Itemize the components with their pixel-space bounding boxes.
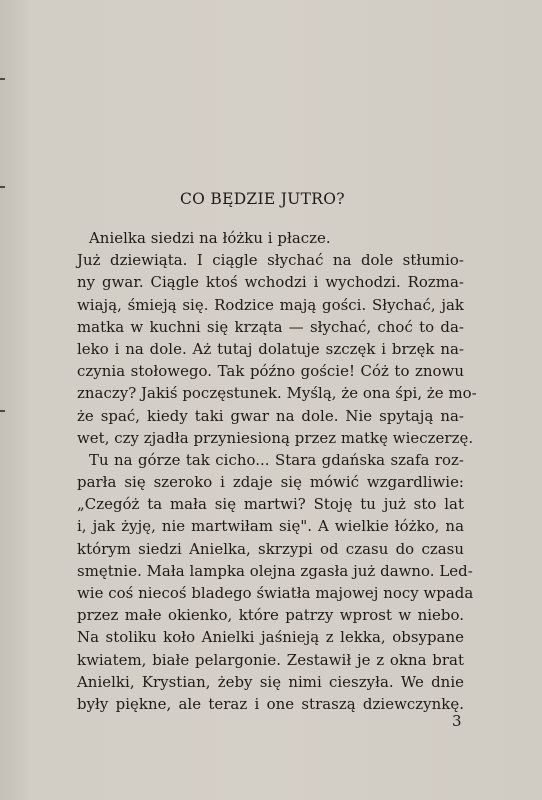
text-line: parła się szeroko i zdaje się mówić wzgardliwie:	[77, 473, 464, 492]
text-line: którym siedzi Anielka, skrzypi od czasu do czasu	[77, 539, 464, 558]
edge-mark	[0, 186, 5, 188]
text-line: i, jak żyję, nie martwiłam się". A wielkie łóżko, na	[77, 517, 464, 536]
text-line: wet, czy zjadła przyniesioną przez matkę wieczerzę.	[77, 428, 474, 447]
text-line: Anielki, Krystian, żeby się nimi cieszyła. We dnie	[77, 672, 464, 691]
text-line: znaczy? Jakiś poczęstunek. Myślą, że ona śpi, że mo-	[77, 384, 477, 403]
body-text	[77, 227, 477, 715]
text-line: Anielka siedzi na łóżku i płacze.	[89, 229, 331, 247]
text-line: przez małe okienko, które patrzy wprost w niebo.	[77, 606, 464, 625]
text-line: „Czegóż ta mała się martwi? Stoję tu już sto lat	[77, 495, 464, 514]
text-line: leko i na dole. Aż tutaj dolatuje szczęk i brzęk na-	[77, 339, 464, 358]
text-line: matka w kuchni się krząta — słychać, choć to da-	[77, 317, 464, 336]
text-line: czynia stołowego. Tak późno goście! Cóż to znowu	[77, 362, 464, 381]
edge-mark	[0, 78, 5, 80]
text-line: Na stoliku koło Anielki jaśnieją z lekka, obsypane	[77, 628, 464, 647]
text-line: Tu na górze tak cicho... Stara gdańska szafa roz-	[89, 450, 464, 469]
text-line: Już dziewiąta. I ciągle słychać na dole stłumio-	[77, 251, 464, 270]
chapter-title: CO BĘDZIE JUTRO?	[180, 190, 345, 208]
page-number: 3	[452, 712, 462, 730]
text-line: wie coś niecoś bladego światła majowej nocy wpada	[77, 584, 474, 602]
edge-mark	[0, 410, 5, 412]
text-line: były piękne, ale teraz i one straszą dziewczynkę.	[77, 694, 464, 713]
text-line: kwiatem, białe pelargonie. Zestawił je z okna brat	[77, 650, 464, 669]
text-line: smętnie. Mała lampka olejna zgasła już dawno. Led-	[77, 561, 473, 580]
text-line: że spać, kiedy taki gwar na dole. Nie spytają na-	[77, 406, 464, 425]
text-line: wiają, śmieją się. Rodzice mają gości. Słychać, jak	[77, 295, 464, 314]
text-line: ny gwar. Ciągle ktoś wchodzi i wychodzi. Rozma-	[77, 273, 464, 292]
